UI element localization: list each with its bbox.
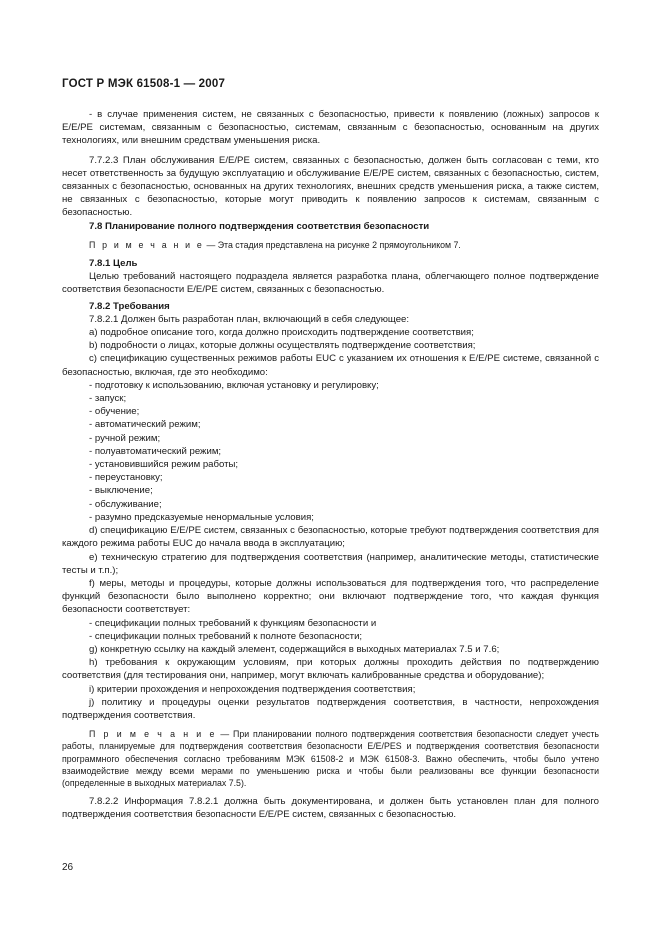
paragraph-text: - запуск; bbox=[89, 393, 127, 405]
paragraph-text: d) спецификацию E/E/PE систем, связанных с безопасностью, которые требуют подтверждения соответствия для каждого режима работы EUC до начала ввода в эксплуатацию; bbox=[62, 525, 599, 550]
paragraph bbox=[62, 405, 599, 418]
paragraph bbox=[62, 795, 599, 821]
paragraph bbox=[62, 352, 599, 378]
paragraph-text: - подготовку к использованию, включая установку и регулировку; bbox=[89, 379, 379, 391]
paragraph-text: b) подробности о лицах, которые должны осуществлять подтверждение соответствия; bbox=[89, 340, 476, 352]
paragraph bbox=[62, 339, 599, 352]
paragraph bbox=[62, 551, 599, 577]
paragraph bbox=[62, 498, 599, 511]
paragraph-text: c) спецификацию существенных режимов работы EUC с указанием их отношения к E/E/PE системе, связанной с безопасностью, включая, где это необходимо: bbox=[62, 353, 599, 378]
paragraph-text: — Эта стадия представлена на рисунке 2 прямоугольником 7. bbox=[204, 239, 461, 250]
paragraph-text: f) меры, методы и процедуры, которые должны использоваться для подтверждения того, что распределение функций безопасности было выполнено корректно; они включают подтверждение того, что каждая функция безопасности соответствует: bbox=[62, 577, 599, 616]
paragraph bbox=[62, 511, 599, 524]
paragraph bbox=[62, 630, 599, 643]
paragraph-text: - обслуживание; bbox=[89, 498, 162, 510]
paragraph-text: - автоматический режим; bbox=[89, 419, 201, 431]
paragraph bbox=[62, 432, 599, 445]
paragraph bbox=[62, 524, 599, 550]
paragraph-text: - обучение; bbox=[89, 406, 140, 418]
note-paragraph bbox=[62, 239, 599, 251]
paragraph-text: 7.8 Планирование полного подтверждения соответствия безопасности bbox=[89, 220, 430, 232]
paragraph bbox=[62, 696, 599, 722]
paragraph-text: 7.7.2.3 План обслуживания E/E/PE систем, связанных с безопасностью, должен быть согласован с теми, кто несет ответственность за будущую эксплуатацию и обслуживание E/E/PE систем, связанных с безопасностью, систем, связанных с безопасностью, основанных на других технологиях, внешних средств уменьшения риска, а также систем, не связанных с безопасностью, которые могут приводить к появлению запросов к системам, связанным с безопасностью. bbox=[62, 154, 599, 219]
paragraph-text: - полуавтоматический режим; bbox=[89, 445, 222, 457]
paragraph bbox=[62, 643, 599, 656]
paragraph-text: Целью требований настоящего подраздела является разработка плана, облегчающего полное подтверждение соответствия безопасности E/E/PE систем, связанных с безопасностью. bbox=[62, 271, 599, 296]
paragraph-text: 7.8.2.2 Информация 7.8.2.1 должна быть документирована, и должен быть установлен план для полного подтверждения соответствия безопасности E/E/PE систем, связанных с безопасностью. bbox=[62, 796, 599, 821]
paragraph bbox=[62, 154, 599, 220]
paragraph-text: - спецификации полных требований к функциям безопасности и bbox=[89, 617, 377, 629]
paragraph bbox=[62, 270, 599, 296]
paragraph-text: - разумно предсказуемые ненормальные условия; bbox=[89, 511, 314, 523]
paragraph-text: 7.8.1 Цель bbox=[89, 258, 138, 270]
paragraph-text: g) конкретную ссылку на каждый элемент, содержащийся в выходных материалах 7.5 и 7.6; bbox=[89, 643, 500, 655]
paragraph-text: h) требования к окружающим условиям, при которых должны проходить действия по подтверждению соответствия (для тестирования они, например, могут включать калиброванные средства и оборудование); bbox=[62, 657, 599, 682]
document-header: ГОСТ Р МЭК 61508-1 — 2007 bbox=[62, 78, 226, 90]
paragraph bbox=[62, 108, 599, 148]
section-heading bbox=[62, 300, 599, 313]
paragraph-text: j) политику и процедуры оценки результатов подтверждения соответствия, в частности, непрохождения подтверждения соответствия. bbox=[62, 696, 599, 721]
paragraph bbox=[62, 484, 599, 497]
paragraph bbox=[62, 458, 599, 471]
paragraph bbox=[62, 379, 599, 392]
page-body bbox=[62, 108, 599, 822]
paragraph bbox=[62, 326, 599, 339]
note-label: П р и м е ч а н и е bbox=[89, 239, 205, 250]
page-number: 26 bbox=[62, 862, 74, 873]
paragraph bbox=[62, 471, 599, 484]
paragraph-text: — При планировании полного подтверждения соответствия безопасности следует учесть работы, планируемые для подтверждения соответствия безопасности E/E/PES и подтверждения соответствия безопасности программного обеспечения согласно требованиям МЭК 61508-2 и МЭК 61508-3. Важно обеспечить, чтобы было учтено взаимодействие между всеми мерами по уменьшению риска и чтобы были реализованы все функции безопасности (определенные в выходных материалах 7.5). bbox=[62, 729, 599, 788]
section-heading bbox=[62, 220, 599, 233]
section-heading bbox=[62, 257, 599, 270]
paragraph bbox=[62, 617, 599, 630]
paragraph-text: i) критерии прохождения и непрохождения подтверждения соответствия; bbox=[89, 683, 416, 695]
paragraph-text: - переустановку; bbox=[89, 472, 163, 484]
paragraph bbox=[62, 418, 599, 431]
paragraph-text: - ручной режим; bbox=[89, 432, 161, 444]
paragraph-text: 7.8.2 Требования bbox=[89, 300, 170, 312]
note-paragraph bbox=[62, 728, 599, 789]
paragraph bbox=[62, 445, 599, 458]
paragraph-text: - выключение; bbox=[89, 485, 153, 497]
paragraph-text: a) подробное описание того, когда должно происходить подтверждение соответствия; bbox=[89, 327, 474, 339]
paragraph bbox=[62, 656, 599, 682]
paragraph-text: - спецификации полных требований к полноте безопасности; bbox=[89, 630, 363, 642]
paragraph bbox=[62, 392, 599, 405]
paragraph bbox=[62, 313, 599, 326]
paragraph-text: - в случае применения систем, не связанных с безопасностью, привести к появлению (ложных) запросов к E/E/PE системам, связанным с безопасностью, системам, связанным с безопасностью, основанным на других технологиях, или внешним средствам уменьшения риска. bbox=[62, 109, 599, 147]
paragraph-text: - установившийся режим работы; bbox=[89, 459, 239, 471]
note-label: П р и м е ч а н и е bbox=[89, 729, 217, 740]
paragraph bbox=[62, 683, 599, 696]
paragraph-text: e) техническую стратегию для подтверждения соответствия (например, аналитические методы, статистические тесты и т.п.); bbox=[62, 551, 599, 576]
paragraph bbox=[62, 577, 599, 617]
paragraph-text: 7.8.2.1 Должен быть разработан план, включающий в себя следующее: bbox=[89, 313, 410, 325]
